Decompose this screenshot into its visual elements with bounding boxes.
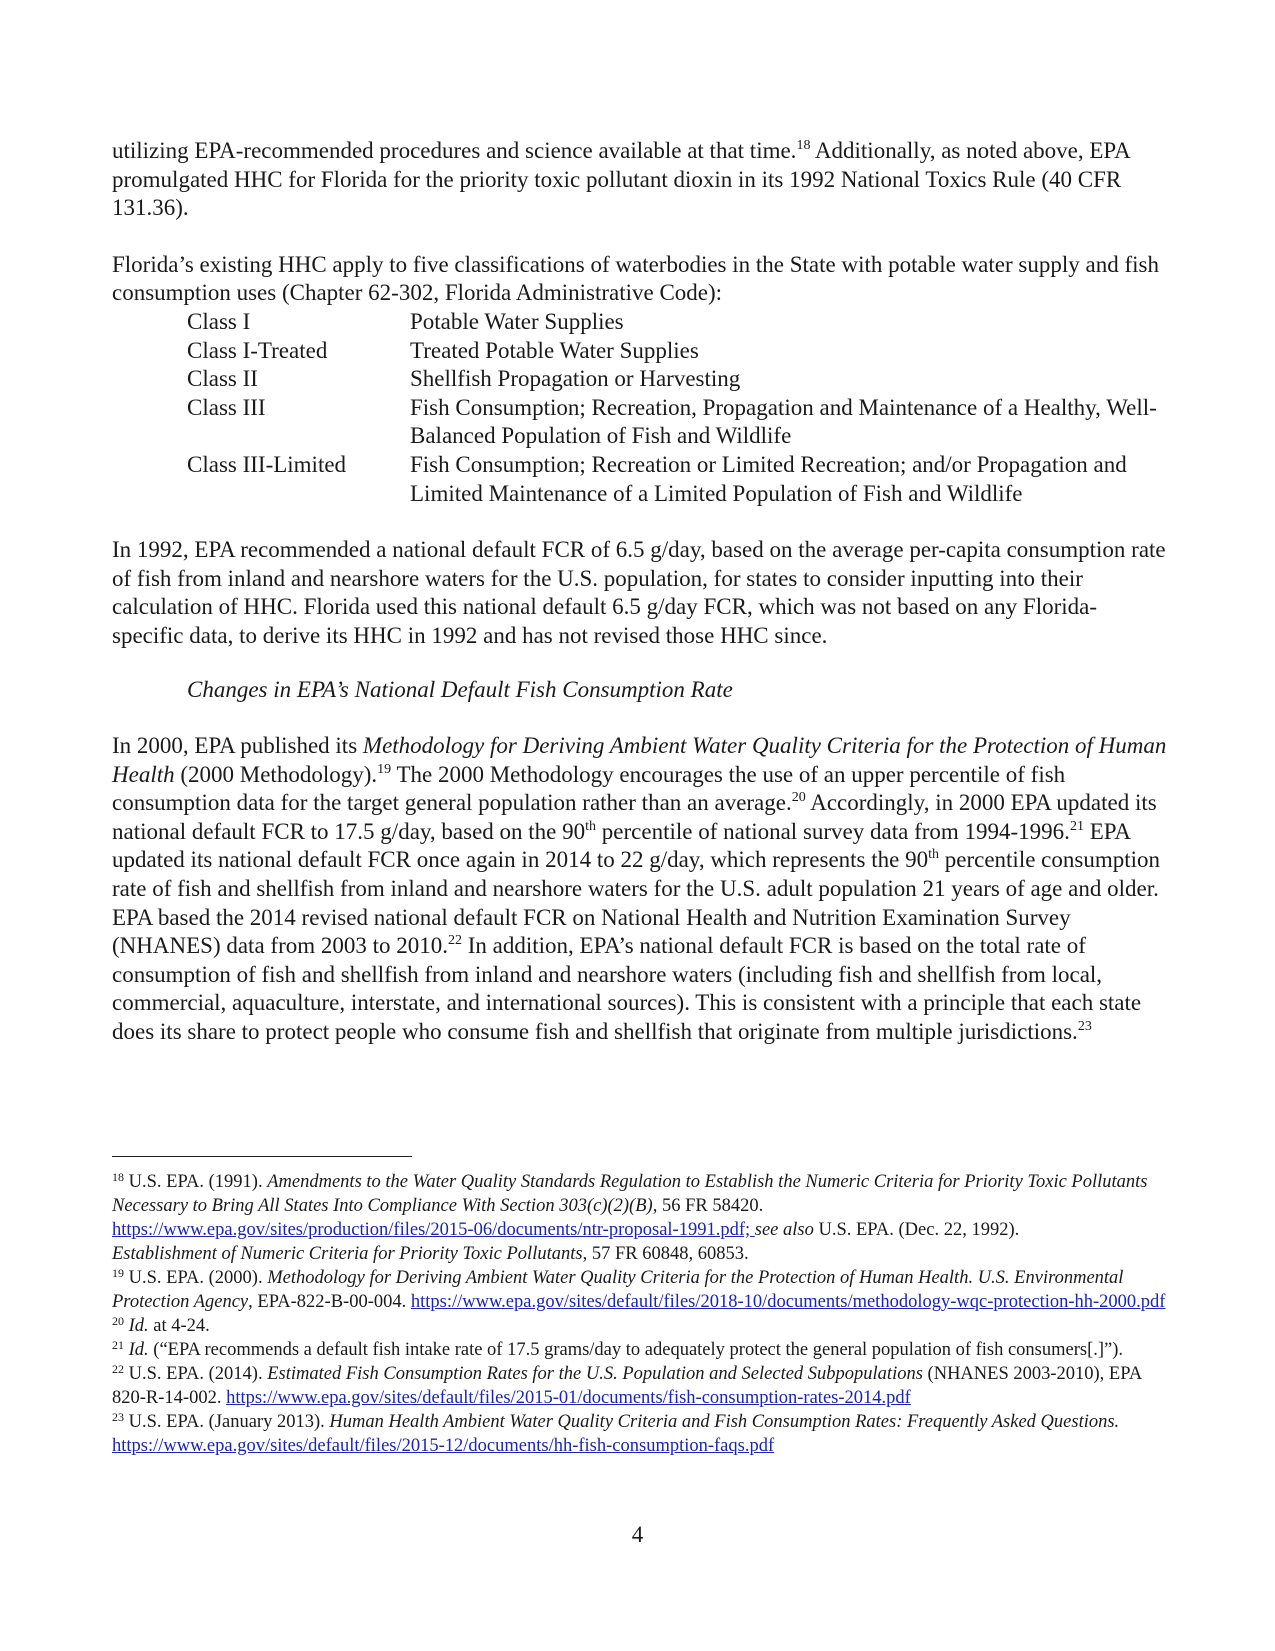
- ordinal-suffix: th: [928, 847, 939, 863]
- p4-text: percentile of national survey data from 1994-1996.: [596, 818, 1070, 844]
- footnote-21: [112, 1338, 1172, 1362]
- paragraph-1: [112, 137, 1167, 223]
- class-name: Class II: [187, 366, 258, 392]
- class-row: [112, 394, 1167, 451]
- class-name: Class I: [187, 308, 251, 334]
- footnote-18: [112, 1170, 1172, 1266]
- class-name: Class III: [187, 394, 266, 420]
- footnote-title: Amendments to the Water Quality Standards Regulation to Establish the Numeric Criteria for Priority Toxic Pollutants Necessary to Bring All States Into Compliance With Section 303(c)(2)(B): [112, 1172, 1148, 1216]
- footnote-text: U.S. EPA. (January 2013).: [124, 1412, 330, 1432]
- class-row: [112, 308, 1167, 337]
- footnote-ref-22[interactable]: 22: [448, 933, 463, 949]
- footnote-link[interactable]: https://www.epa.gov/sites/production/files/2015-06/documents/ntr-proposal-1991.pdf;: [112, 1220, 755, 1240]
- footnote-title: Estimated Fish Consumption Rates for the U.S. Population and Selected Subpopulations: [267, 1364, 923, 1384]
- footnote-ref-19[interactable]: 19: [377, 761, 392, 777]
- class-description: Potable Water Supplies: [410, 308, 624, 334]
- footnote-signal: Id.: [128, 1316, 149, 1336]
- footnote-link[interactable]: https://www.epa.gov/sites/default/files/2018-10/documents/methodology-wqc-protection-hh-2000.pdf: [410, 1292, 1166, 1312]
- paragraph-3: In 1992, EPA recommended a national default FCR of 6.5 g/day, based on the average per-capita consumption rate of fish from inland and nearshore waters for the U.S. population, for states to consider inputting into their calculation of HHC. Florida used this national default 6.5 g/day FCR, which was not based on any Florida-specific data, to derive its HHC in 1992 and has not revised those HHC since.: [112, 537, 1166, 648]
- class-name: Class I-Treated: [187, 337, 328, 363]
- footnote-text: , EPA-822-B-00-004.: [248, 1292, 411, 1312]
- p4-text: percentile consumption rate of fish and shellfish from inland and nearshore waters for the U.S. adult population 21 years of age and older. EPA based the 2014 revised national default FCR on National Health and Nutrition Examination Survey (NHANES) data from 2003 to 2010.: [112, 847, 1160, 959]
- paragraph-1-text-cont: Additionally, as noted above, EPA promulgated HHC for Florida for the priority toxic pollutant dioxin in its 1992 National Toxics Rule (40 CFR 131.36).: [112, 138, 1130, 221]
- footnotes: [112, 1170, 1172, 1458]
- footnote-text: (NHANES 2003-2010), EPA 820-R-14-002.: [112, 1364, 1142, 1408]
- class-description: Fish Consumption; Recreation or Limited Recreation; and/or Propagation and Limited Maintenance of a Limited Population of Fish and Wildlife: [410, 451, 1127, 506]
- footnote-ref-23[interactable]: 23: [1077, 1019, 1092, 1035]
- footnote-signal: see also: [754, 1220, 814, 1240]
- footnote-text: (“EPA recommends a default fish intake rate of 17.5 grams/day to adequately protect the general population of fish consumers[.]”).: [148, 1340, 1124, 1360]
- footnote-22: [112, 1362, 1172, 1410]
- footnote-divider: [112, 1156, 412, 1157]
- footnote-text: , 57 FR 60848, 60853.: [582, 1244, 749, 1264]
- class-description: Fish Consumption; Recreation, Propagation and Maintenance of a Healthy, Well-Balanced Population of Fish and Wildlife: [410, 394, 1157, 449]
- ordinal-suffix: th: [585, 818, 597, 834]
- methodology-title: Methodology for Deriving Ambient Water Quality Criteria for the Protection of Human Health: [112, 733, 1167, 787]
- footnote-20: [112, 1314, 1172, 1338]
- footnote-link[interactable]: https://www.epa.gov/sites/default/files/2015-01/documents/fish-consumption-rates-2014.pdf: [226, 1388, 911, 1408]
- footnote-19: [112, 1266, 1172, 1314]
- footnote-ref-21[interactable]: 21: [1069, 818, 1084, 834]
- footnote-link[interactable]: https://www.epa.gov/sites/default/files/2015-12/documents/hh-fish-consumption-faqs.pdf: [112, 1436, 775, 1456]
- footnote-23: [112, 1410, 1172, 1458]
- document-body: [112, 137, 1167, 1047]
- class-description: Treated Potable Water Supplies: [410, 337, 699, 363]
- footnote-ref-18[interactable]: 18: [796, 138, 811, 153]
- footnote-number: 18: [112, 1170, 124, 1184]
- paragraph-4: [112, 732, 1167, 1047]
- footnote-number: 22: [112, 1362, 124, 1376]
- p4-text: In 2000, EPA published its: [112, 733, 363, 759]
- page-number: 4: [631, 1522, 644, 1547]
- p4-text: (2000 Methodology).: [174, 761, 378, 787]
- footnote-number: 20: [112, 1314, 124, 1328]
- p4-text: The 2000 Methodology encourages the use of an upper percentile of fish consumption data for the target general population rather than an average.: [112, 761, 1066, 816]
- footnote-text: U.S. EPA. (2000).: [124, 1268, 268, 1288]
- class-row: [112, 337, 1167, 366]
- footnote-signal: Id.: [128, 1340, 149, 1360]
- p4-text: EPA updated its national default FCR once again in 2014 to 22 g/day, which represents the 90: [112, 818, 1130, 873]
- footnote-ref-20[interactable]: 20: [791, 790, 806, 806]
- waterbody-class-table: [112, 308, 1167, 508]
- footnote-number: 23: [112, 1410, 124, 1424]
- section-heading: Changes in EPA’s National Default Fish Consumption Rate: [187, 676, 733, 702]
- paragraph-2-intro: Florida’s existing HHC apply to five classifications of waterbodies in the State with potable water supply and fish consumption uses (Chapter 62-302, Florida Administrative Code):: [112, 251, 1159, 306]
- footnote-title: Establishment of Numeric Criteria for Priority Toxic Pollutants: [112, 1244, 583, 1264]
- class-description: Shellfish Propagation or Harvesting: [410, 366, 741, 392]
- class-name: Class III-Limited: [187, 451, 347, 477]
- footnote-text: , 56 FR 58420.: [652, 1196, 764, 1216]
- p4-text: In addition, EPA’s national default FCR is based on the total rate of consumption of fish and shellfish from inland and nearshore waters (including fish and shellfish from local, commercial, aquaculture, interstate, and international sources). This is consistent with a principle that each state does its share to protect people who consume fish and shellfish that originate from multiple jurisdictions.: [112, 933, 1142, 1045]
- class-row: [112, 365, 1167, 394]
- footnote-text: at 4-24.: [148, 1316, 210, 1336]
- p4-text: Accordingly, in 2000 EPA updated its national default FCR to 17.5 g/day, based on the 90: [112, 790, 1157, 844]
- class-row: [112, 451, 1167, 508]
- footnote-number: 21: [112, 1338, 124, 1352]
- footnote-text: U.S. EPA. (1991).: [124, 1172, 268, 1192]
- paragraph-1-text: utilizing EPA-recommended procedures and science available at that time.: [112, 138, 797, 163]
- footnote-text: U.S. EPA. (2014).: [124, 1364, 268, 1384]
- footnote-number: 19: [112, 1266, 124, 1280]
- footnote-text: U.S. EPA. (Dec. 22, 1992).: [813, 1220, 1020, 1240]
- footnote-title: Human Health Ambient Water Quality Criteria and Fish Consumption Rates: Frequently Asked Questions.: [329, 1412, 1120, 1432]
- footnote-title: Methodology for Deriving Ambient Water Quality Criteria for the Protection of Human Health. U.S. Environmental Protection Agency: [112, 1268, 1124, 1312]
